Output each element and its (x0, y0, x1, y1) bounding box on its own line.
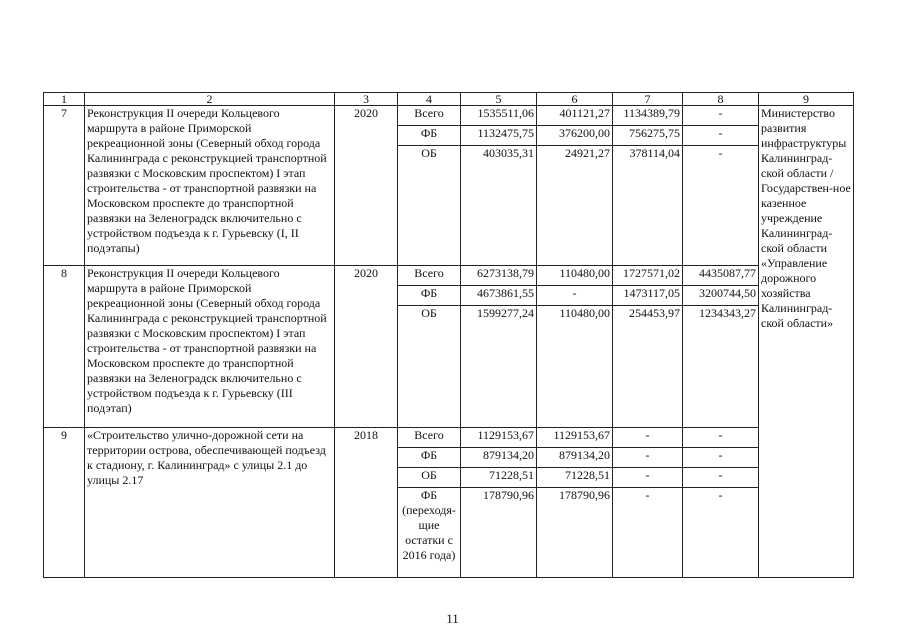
amount-col8: - (683, 448, 759, 468)
amount-col8: - (683, 146, 759, 266)
amount-col8: - (683, 488, 759, 578)
table-row (44, 428, 854, 448)
amount-col7: - (613, 428, 683, 448)
funding-source: ОБ (398, 468, 461, 488)
amount-col6: 401121,27 (537, 106, 613, 126)
header-row (44, 93, 854, 106)
header-cell: 3 (335, 93, 398, 106)
amount-col6: 879134,20 (537, 448, 613, 468)
amount-total: 178790,96 (461, 488, 537, 578)
amount-col8: - (683, 106, 759, 126)
amount-total: 1599277,24 (461, 306, 537, 428)
amount-col8: 1234343,27 (683, 306, 759, 428)
item-year: 2020 (335, 106, 398, 266)
amount-col6: 1129153,67 (537, 428, 613, 448)
item-number: 7 (44, 106, 85, 266)
amount-col7: - (613, 448, 683, 468)
amount-col7: 1134389,79 (613, 106, 683, 126)
amount-col7: - (613, 488, 683, 578)
funding-source: ФБ (398, 126, 461, 146)
header-cell: 1 (44, 93, 85, 106)
amount-col6: - (537, 286, 613, 306)
amount-col7: - (613, 468, 683, 488)
header-cell: 7 (613, 93, 683, 106)
funding-source: ОБ (398, 146, 461, 266)
funding-source: ОБ (398, 306, 461, 428)
amount-col6: 110480,00 (537, 266, 613, 286)
amount-total: 71228,51 (461, 468, 537, 488)
amount-col8: - (683, 126, 759, 146)
amount-total: 6273138,79 (461, 266, 537, 286)
amount-col7: 1727571,02 (613, 266, 683, 286)
header-cell: 8 (683, 93, 759, 106)
amount-col8: 4435087,77 (683, 266, 759, 286)
amount-col6: 110480,00 (537, 306, 613, 428)
amount-col6: 71228,51 (537, 468, 613, 488)
item-number: 9 (44, 428, 85, 578)
amount-total: 1132475,75 (461, 126, 537, 146)
funding-source: ФБ (398, 286, 461, 306)
funding-source: Всего (398, 266, 461, 286)
amount-col6: 24921,27 (537, 146, 613, 266)
amount-total: 1129153,67 (461, 428, 537, 448)
amount-col7: 254453,97 (613, 306, 683, 428)
amount-col8: 3200744,50 (683, 286, 759, 306)
item-name: Реконструкция II очереди Кольцевого маршрута в районе Приморской рекреационной зоны (Северный обход города Калининграда с реконструкцией транспортной развязки с Московским проспектом) I этап строительства - от транспортной развязки на Московском проспекте до транспортной развязки на Зеленоградск включительно с устройством подъезда к г. Гурьевску (III подэтап) (85, 266, 335, 428)
header-cell: 5 (461, 93, 537, 106)
item-name: «Строительство улично-дорожной сети на территории острова, обеспечивающей подъезд к стадиону, г. Калининград» с улицы 2.1 до улицы 2.17 (85, 428, 335, 578)
amount-col8: - (683, 428, 759, 448)
amount-col7: 378114,04 (613, 146, 683, 266)
table-row (44, 266, 854, 286)
amount-col6: 376200,00 (537, 126, 613, 146)
funding-source: Всего (398, 106, 461, 126)
responsible-org: Министерство развития инфраструктуры Калининград-ской области / Государствен-ное казенное учреждение Калининград-ской области «Управление дорожного хозяйства Калининград-ской области» (759, 106, 854, 578)
funding-source: ФБ (переходя-щие остатки с 2016 года) (398, 488, 461, 578)
header-cell: 4 (398, 93, 461, 106)
header-cell: 6 (537, 93, 613, 106)
item-year: 2020 (335, 266, 398, 428)
amount-total: 403035,31 (461, 146, 537, 266)
amount-total: 879134,20 (461, 448, 537, 468)
item-name: Реконструкция II очереди Кольцевого маршрута в районе Приморской рекреационной зоны (Северный обход города Калининграда с реконструкцией транспортной развязки с Московским проспектом) I этап строительства - от транспортной развязки на Московском проспекте до транспортной развязки на Зеленоградск включительно с устройством подъезда к г. Гурьевску (I, II подэтапы) (85, 106, 335, 266)
amount-col8: - (683, 468, 759, 488)
amount-total: 1535511,06 (461, 106, 537, 126)
funding-source: Всего (398, 428, 461, 448)
amount-total: 4673861,55 (461, 286, 537, 306)
page-number: 11 (446, 611, 459, 626)
item-number: 8 (44, 266, 85, 428)
budget-table (43, 92, 854, 578)
amount-col7: 756275,75 (613, 126, 683, 146)
amount-col6: 178790,96 (537, 488, 613, 578)
header-cell: 2 (85, 93, 335, 106)
header-cell: 9 (759, 93, 854, 106)
amount-col7: 1473117,05 (613, 286, 683, 306)
item-year: 2018 (335, 428, 398, 578)
table-row (44, 106, 854, 126)
funding-source: ФБ (398, 448, 461, 468)
